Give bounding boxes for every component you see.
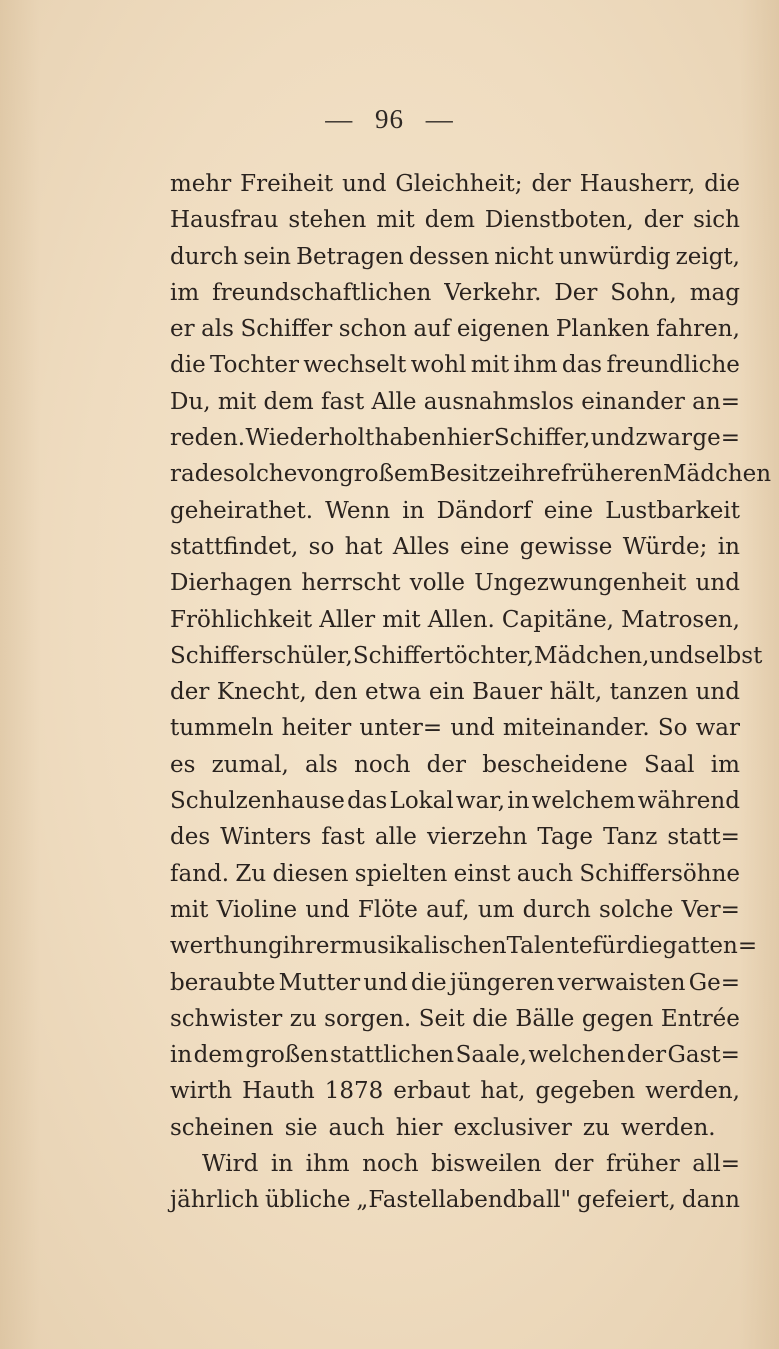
word: sorgen. [324,1005,412,1032]
word: Violine [216,896,298,923]
word: der [626,1042,667,1069]
word: ihm [305,1151,350,1178]
word: jährlich [170,1187,260,1214]
word: Hausfrau [170,207,279,234]
text-line [170,783,740,819]
word: freundliche [606,352,740,379]
text-line [170,275,740,311]
word: Gleichheit; [395,171,523,197]
word: so [308,533,335,560]
word: Ge= [688,969,740,996]
word: fahren, [656,316,740,343]
word: hier [446,425,494,452]
word: die [410,969,447,996]
word: Wird [202,1151,259,1178]
word: noch [362,1151,419,1178]
word: Betragen [296,243,404,270]
word: in [270,1151,294,1178]
word: fand. [170,860,230,887]
word: Hauth [242,1078,315,1105]
word: stattfindet, [170,533,299,560]
text-line [170,456,772,492]
word: im [710,751,740,778]
word: im [170,279,200,306]
word: Tanz [603,824,658,851]
word: sie [284,1114,318,1141]
word: Bauer [472,679,543,706]
word: und [695,679,740,706]
word: freundschaftlichen [212,279,432,306]
word: Sohn, [610,279,677,306]
word: und [305,896,350,923]
word: mit [170,896,209,923]
word: Tage [537,824,593,851]
word: statt= [667,824,740,851]
word: tummeln [170,715,274,742]
header-dash-left: — [325,104,354,134]
text-line [170,239,740,275]
word: unwürdig [558,243,671,270]
word: und [695,570,740,597]
word: volle [409,570,465,597]
word: welchem [531,788,636,815]
word: Schiffer [240,316,333,343]
word: werden, [645,1078,740,1105]
word: nicht [494,243,554,270]
body-text [170,166,772,1219]
word: das [561,352,603,379]
word: Allen. [427,606,495,633]
word: selbst [693,642,763,669]
word: auf [413,316,451,343]
word: Besitze [429,461,515,488]
word: wohl [410,352,467,379]
word: dem [424,207,475,234]
word: Schulzenhause [170,788,345,815]
word: Schifferschüler, [170,642,353,669]
word: gegeben [535,1078,636,1105]
word: die [170,352,206,379]
word: auch [328,1114,385,1141]
text-line [170,1182,740,1218]
word: Der [554,279,598,306]
text-line [170,1001,740,1037]
word: spielten [354,860,448,887]
word: Mädchen [662,461,772,488]
word: Schiffertöchter, [352,642,534,669]
word: jüngeren [449,969,555,996]
word: gewisse [519,533,613,560]
word: Saal [644,751,695,778]
word: werden. [620,1114,716,1141]
word: eigenen [456,316,550,343]
word: wechselt [303,352,407,379]
word: als [201,316,234,343]
word: auf, [426,896,470,923]
word: mit [470,352,510,379]
word: übliche [264,1187,351,1214]
word: ge= [692,425,740,452]
word: war, [455,788,506,815]
text-line [170,565,740,601]
word: Winters [220,824,312,851]
word: ihre [514,461,561,488]
word: zeigt, [675,243,740,270]
word: bescheidene [482,751,628,778]
word: „Fastellabendball" [356,1187,572,1214]
word: durch [170,243,239,270]
word: als [304,751,338,778]
text-line [170,710,740,746]
word: Tochter [210,352,299,379]
word: werthung [170,933,283,960]
word: Schiffer, [493,425,591,452]
word: auch [516,860,574,887]
word: all= [692,1151,740,1178]
text-line [170,529,740,565]
page-number: 96 [375,104,404,134]
word: Ungezwungenheit [474,570,687,597]
word: in [170,1042,193,1069]
word: Seit [418,1005,465,1032]
word: während [637,788,740,815]
word: Verkehr. [444,279,542,306]
word: schwister [170,1005,283,1032]
word: früheren [560,461,663,488]
word: die [626,933,663,960]
word: gatten= [662,933,758,960]
word: in [717,533,740,560]
word: um [477,896,515,923]
word: gefeiert, [577,1187,676,1214]
word: Entrée [660,1005,740,1032]
word: tanzen [609,679,689,706]
word: Mädchen, [533,642,650,669]
word: Dienstboten, [484,207,634,234]
word: die [704,171,740,197]
word: welchen [528,1042,626,1069]
text-line [170,638,763,674]
word: hält, [549,679,603,706]
word: in [402,497,425,524]
word: Talente [506,933,593,960]
word: das [347,788,388,815]
word: herrscht [301,570,401,597]
text-line [170,819,740,855]
word: großem [339,461,430,488]
text-line [170,1037,740,1073]
word: die [472,1005,508,1032]
word: Schiffersöhne [579,860,740,887]
word: zwar [635,425,693,452]
word: Knecht, [216,679,307,706]
text-line [170,928,758,964]
word: Hausherr, [579,171,696,197]
word: Gast= [667,1042,740,1069]
word: der [554,1151,594,1178]
word: erbaut [393,1078,471,1105]
word: Flöte [357,896,418,923]
word: und [649,642,694,669]
word: eine [543,497,594,524]
word: fast [320,388,365,415]
word: musikalischen [340,933,507,960]
word: mehr [170,171,232,197]
word: zumal, [211,751,289,778]
text-line [170,384,740,420]
word: fast [321,824,365,851]
word: Dierhagen [170,570,293,597]
word: stattlichen [330,1042,455,1069]
word: zu [582,1114,610,1141]
word: eine [459,533,510,560]
text-line [170,892,740,928]
word: sein [243,243,291,270]
word: war [695,715,740,742]
word: Freiheit [240,171,334,197]
word: hat, [480,1078,526,1105]
word: alle [374,824,417,851]
word: der [426,751,466,778]
word: 1878 [324,1078,384,1105]
word: Alles [392,533,450,560]
word: diesen [272,860,349,887]
word: hat [344,533,383,560]
text-line [170,856,740,892]
word: er [170,316,195,343]
word: scheinen [170,1114,274,1141]
word: für [592,933,627,960]
word: den [314,679,358,706]
word: in [507,788,530,815]
word: stehen [288,207,367,234]
word: dessen [408,243,490,270]
word: Lustbarkeit [605,497,740,524]
text-line [170,166,740,202]
word: reden. [170,425,246,452]
word: Zu [235,860,267,887]
text-line [170,1110,740,1146]
word: rade [170,461,224,488]
word: Alle [371,388,417,415]
word: dem [193,1042,244,1069]
word: und [590,425,636,452]
word: vierzehn [426,824,528,851]
word: dem [263,388,314,415]
word: solche [599,896,674,923]
word: hier [395,1114,443,1141]
text-line [170,674,740,710]
word: mag [689,279,740,306]
word: es [170,751,196,778]
word: und [342,171,387,197]
word: geheirathet. [170,497,314,524]
word: Planken [555,316,650,343]
text-line [170,311,740,347]
word: Aller [319,606,376,633]
word: mit [217,388,257,415]
word: von [297,461,340,488]
word: So [657,715,688,742]
text-line [170,420,740,456]
text-line [170,602,740,638]
text-line [170,747,740,783]
word: an= [692,388,740,415]
word: des [170,824,211,851]
word: gegen [581,1005,654,1032]
word: ausnahmslos [423,388,574,415]
word: etwa [365,679,422,706]
word: dann [681,1187,740,1214]
word: der [531,171,571,197]
word: ihm [513,352,558,379]
word: der [643,207,684,234]
word: noch [354,751,411,778]
word: miteinander. [502,715,650,742]
word: mit [376,207,415,234]
word: Dändorf [436,497,532,524]
word: und [450,715,495,742]
text-line [170,1073,740,1109]
word: der [170,679,210,706]
word: exclusiver [453,1114,572,1141]
text-line [170,965,740,1001]
header-dash-right: — [425,104,454,134]
word: ein [428,679,465,706]
word: und [363,969,408,996]
word: wirth [170,1078,233,1105]
word: Wiederholt [245,425,375,452]
text-line [170,202,740,238]
word: beraubte [170,969,276,996]
word: Ver= [681,896,740,923]
word: Lokal [389,788,454,815]
text-line [170,1146,740,1182]
page-number-header [0,104,779,135]
word: großen [245,1042,329,1069]
word: mit [382,606,421,633]
word: schon [338,316,407,343]
word: solche [223,461,298,488]
word: sich [693,207,740,234]
word: Saale, [455,1042,528,1069]
word: Bälle [515,1005,575,1032]
text-line [170,493,740,529]
word: Capitäne, [501,606,614,633]
word: ihrer [282,933,341,960]
word: einander [581,388,685,415]
word: verwaisten [557,969,686,996]
word: einst [453,860,511,887]
word: Du, [170,388,211,415]
word: Matrosen, [621,606,740,633]
text-line [170,347,740,383]
word: zu [289,1005,317,1032]
word: Würde; [622,533,708,560]
word: früher [605,1151,680,1178]
word: Wenn [325,497,391,524]
word: Fröhlichkeit [170,606,313,633]
word: unter= [359,715,443,742]
word: bisweilen [431,1151,542,1178]
word: Mutter [278,969,361,996]
word: durch [522,896,591,923]
word: heiter [281,715,352,742]
word: haben [374,425,447,452]
